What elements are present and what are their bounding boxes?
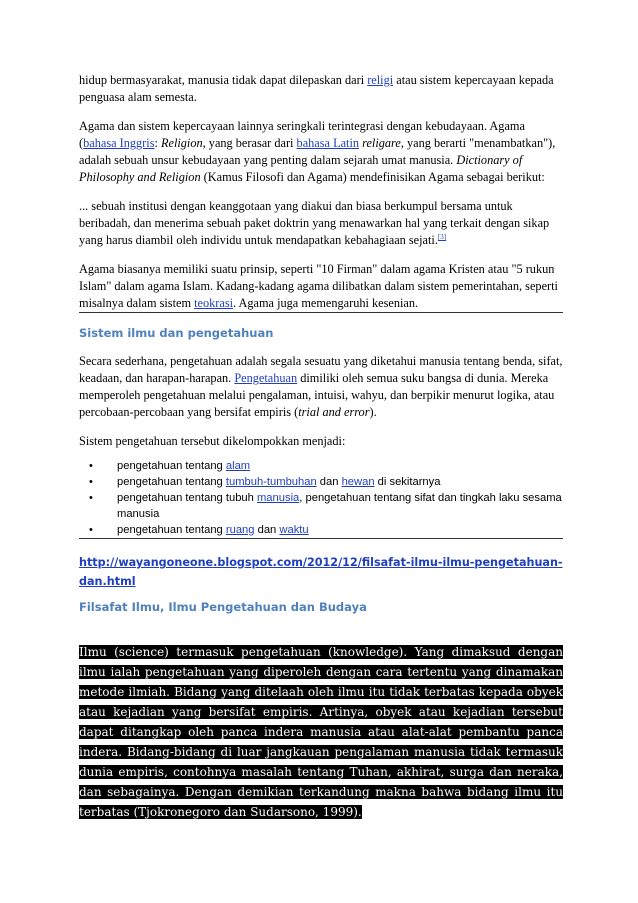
link-bahasa-inggris[interactable]: bahasa Inggris (83, 136, 155, 150)
document-body (79, 72, 563, 822)
link-religi[interactable]: religi (367, 73, 394, 87)
list-item: • pengetahuan tentang ruang dan waktu (89, 524, 309, 536)
link-pengetahuan[interactable]: Pengetahuan (234, 371, 298, 385)
list-item: • pengetahuan tentang tubuh manusia, pengetahuan tentang sifat dan tingkah laku sesama manusia (89, 492, 562, 520)
link-ruang[interactable]: ruang (225, 524, 255, 536)
link-hewan[interactable]: hewan (341, 476, 375, 488)
article-subtitle: Filsafat Ilmu, Ilmu Pengetahuan dan Budaya (79, 600, 367, 614)
link-tumbuh-tumbuhan[interactable]: tumbuh-tumbuhan (225, 476, 317, 488)
link-alam[interactable]: alam (225, 460, 251, 472)
bullet-icon: • (89, 524, 93, 536)
section-heading: Sistem ilmu dan pengetahuan (79, 326, 274, 340)
bullet-icon: • (89, 460, 93, 472)
paragraph-prinsip: Agama biasanya memiliki suatu prinsip, seperti "10 Firman" dalam agama Kristen atau "5 rukun Islam" dalam agama Islam. Kadang-kadang agama dilibatkan dalam sistem pemerintahan, seperti misalnya dalam sistem teokrasi. Agama juga memengaruhi kesenian. (79, 261, 563, 313)
link-bahasa-latin[interactable]: bahasa Latin (296, 136, 360, 150)
bullet-icon: • (89, 476, 93, 488)
paragraph-definition: ... sebuah institusi dengan keanggotaan yang diakui dan biasa berkumpul bersama untuk beribadah, dan menerima sebuah paket doktrin yang menawarkan hal yang terkait dengan sikap yang harus diambil oleh individu untuk mendapatkan kebahagiaan sejati.[3] (79, 199, 550, 247)
list-item: • pengetahuan tentang alam (89, 460, 251, 472)
bullet-icon: • (89, 492, 93, 504)
highlighted-paragraph: Ilmu (science) termasuk pengetahuan (knowledge). Yang dimaksud dengan ilmu ialah pengetahuan yang diperoleh dengan cara tertentu yang dinamakan metode ilmiah. Bidang yang ditelaah oleh ilmu itu tidak terbatas kepada obyek atau kejadian yang bersifat empiris. Artinya, obyek atau kejadian tersebut dapat ditangkap oleh panca indera manusia atau alat-alat pembantu panca indera. Bidang-bidang di luar jangkauan pengalaman manusia tidak termasuk dunia empiris, contohnya masalah tentang Tuhan, akhirat, surga dan neraka, dan sebagainya. Dengan demikian terkandung makna bahwa bidang ilmu itu terbatas (Tjokronegoro dan Sudarsono, 1999). (79, 645, 563, 819)
link-teokrasi[interactable]: teokrasi (194, 296, 234, 310)
reference-link[interactable]: [3] (437, 233, 447, 241)
link-waktu[interactable]: waktu (279, 524, 309, 536)
link-manusia[interactable]: manusia (256, 492, 300, 504)
paragraph-religi: hidup bermasyarakat, manusia tidak dapat dilepaskan dari religi atau sistem kepercayaan kepada penguasa alam semesta. (79, 73, 554, 104)
paragraph-list-intro: Sistem pengetahuan tersebut dikelompokkan menjadi: (79, 434, 346, 448)
paragraph-agama: Agama dan sistem kepercayaan lainnya seringkali terintegrasi dengan kebudayaan. Agama (bahasa Inggris: Religion, yang berasar dari bahasa Latin religare, yang berarti "menambatkan"), adalah sebuah unsur kebudayaan yang penting dalam sejarah umat manusia. Dictionary of Philosophy and Religion (Kamus Filosofi dan Agama) mendefinisikan Agama sebagai berikut: (79, 119, 556, 184)
list-item: • pengetahuan tentang tumbuh-tumbuhan dan hewan di sekitarnya (89, 476, 441, 488)
paragraph-pengetahuan: Secara sederhana, pengetahuan adalah segala sesuatu yang diketahui manusia tentang benda, sifat, keadaan, dan harapan-harapan. Pengetahuan dimiliki oleh semua suku bangsa di dunia. Mereka memperoleh pengetahuan melalui pengalaman, intuisi, wahyu, dan berpikir menurut logika, atau percobaan-percobaan yang bersifat empiris (trial and error). (79, 354, 563, 419)
knowledge-list (79, 458, 563, 539)
source-url-link[interactable]: http://wayangoneone.blogspot.com/2012/12/filsafat-ilmu-ilmu-pengetahuan-dan.html (79, 556, 563, 588)
